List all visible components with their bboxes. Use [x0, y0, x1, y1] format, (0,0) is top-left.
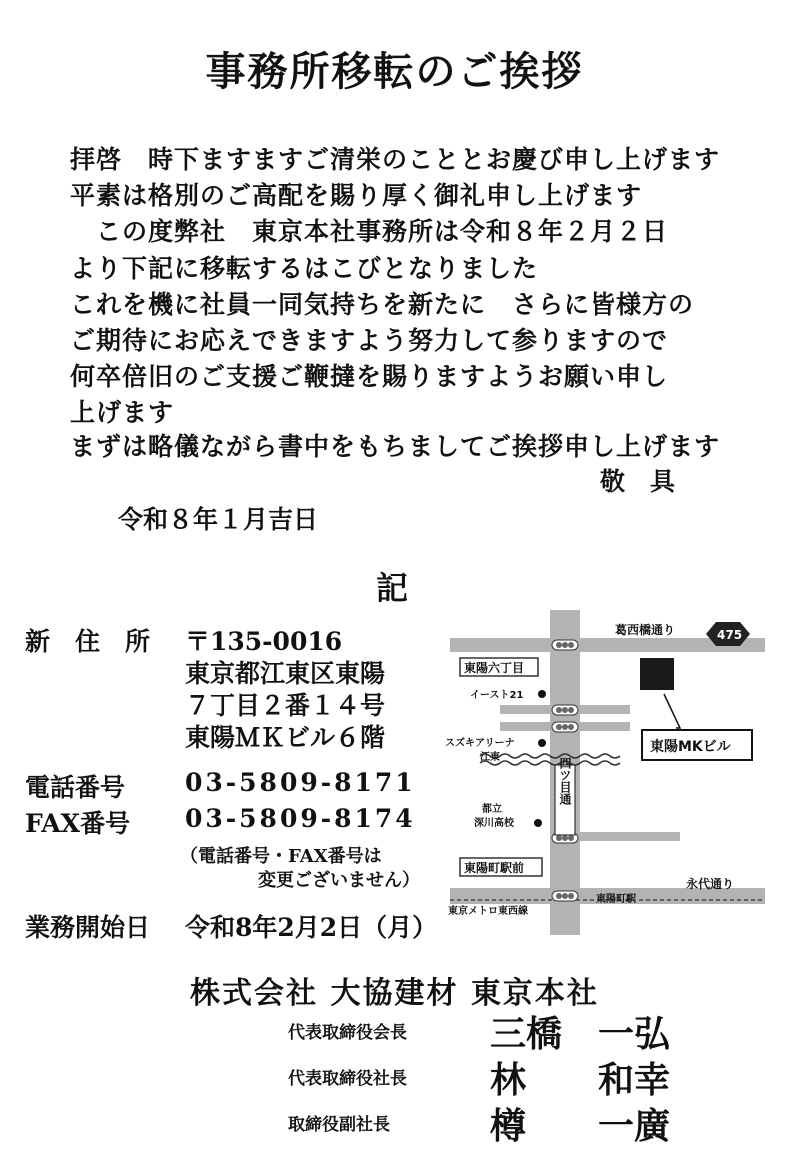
letter-date: 令和８年１月吉日	[118, 505, 319, 534]
map-store-2-line1: スズキアリーナ	[445, 738, 515, 749]
company-name: 株式会社 大協建材 東京本社	[190, 976, 599, 1011]
closing-text: 敬 具	[600, 467, 676, 496]
map-signal-5	[552, 891, 578, 901]
map-store-2-line2: 江東	[480, 752, 500, 763]
map-store-1: イースト21	[470, 690, 524, 701]
signatory-name-2: 林 和幸	[490, 1059, 671, 1101]
map-subway-label: 東京メトロ東西線	[448, 906, 528, 917]
body-line-9: まずは略儀ながら書中をもちましてご挨拶申し上げます	[70, 432, 721, 461]
body-line-6: ご期待にお応えできますよう努力して参りますので	[70, 326, 669, 355]
start-label: 業務開始日	[25, 913, 151, 942]
signatory-name-1: 三橋 一弘	[490, 1013, 671, 1055]
start-date: 令和8年2月2日（月）	[185, 913, 438, 942]
signatory-role-2: 代表取締役社長	[288, 1069, 407, 1089]
map-crossing-top: 東陽六丁目	[464, 661, 525, 675]
address-line-1: 東京都江東区東陽	[185, 659, 386, 688]
body-line-2: 平素は格別のご高配を賜り厚く御礼申し上げます	[70, 181, 643, 210]
ki-heading: 記	[376, 569, 409, 607]
body-line-1: 拝啓 時下ますますご清栄のこととお慶び申し上げます	[70, 145, 721, 174]
map-school-line1: 都立	[482, 804, 502, 815]
body-line-5: これを機に社員一同気持ちを新たに さらに皆様方の	[70, 290, 695, 319]
map-building-label: 東陽MKビル	[650, 739, 731, 755]
phone-label: 電話番号	[25, 773, 126, 802]
body-line-8: 上げます	[70, 398, 175, 427]
fax-number: 03-5809-8174	[185, 804, 416, 833]
signatory-role-3: 取締役副社長	[288, 1115, 390, 1135]
map-school-line2: 深川高校	[474, 818, 514, 829]
map-signal-2	[552, 705, 578, 715]
map-signal-1	[552, 640, 578, 650]
address-label: 新 住 所	[25, 627, 151, 656]
signatory-name-3: 樽 一廣	[490, 1105, 671, 1147]
signatory-role-1: 代表取締役会長	[288, 1023, 407, 1043]
map-signal-3	[552, 722, 578, 732]
note-line-2: 変更ございません）	[258, 870, 420, 891]
note-line-1: （電話番号・FAX番号は	[180, 846, 382, 867]
postal-code: 〒135-0016	[185, 627, 343, 656]
fax-label: FAX番号	[25, 809, 131, 838]
address-line-3: 東陽ＭＫビル６階	[185, 723, 386, 752]
map-street-vertical-label: 四ツ目通	[558, 757, 572, 805]
body-line-3: この度弊社 東京本社事務所は令和８年２月２日	[70, 217, 669, 246]
route-number: 475	[717, 628, 743, 642]
map-building	[640, 658, 674, 690]
page-title: 事務所移転のご挨拶	[205, 48, 584, 95]
body-line-7: 何卒倍旧のご支援ご鞭撻を賜りますようお願い申し	[70, 362, 669, 391]
map-road-top-label: 葛西橋通り	[615, 623, 676, 637]
map-crossing-bottom: 東陽町駅前	[464, 861, 525, 875]
address-line-2: ７丁目２番１４号	[185, 691, 386, 720]
map-road-bottom-label: 永代通り	[686, 877, 735, 891]
map-station-label: 東陽町駅	[596, 894, 636, 905]
map-road-minor-3	[580, 832, 680, 841]
body-line-4: より下記に移転するはこびとなりました	[70, 254, 539, 283]
phone-number: 03-5809-8171	[185, 768, 416, 797]
access-map	[440, 610, 770, 940]
